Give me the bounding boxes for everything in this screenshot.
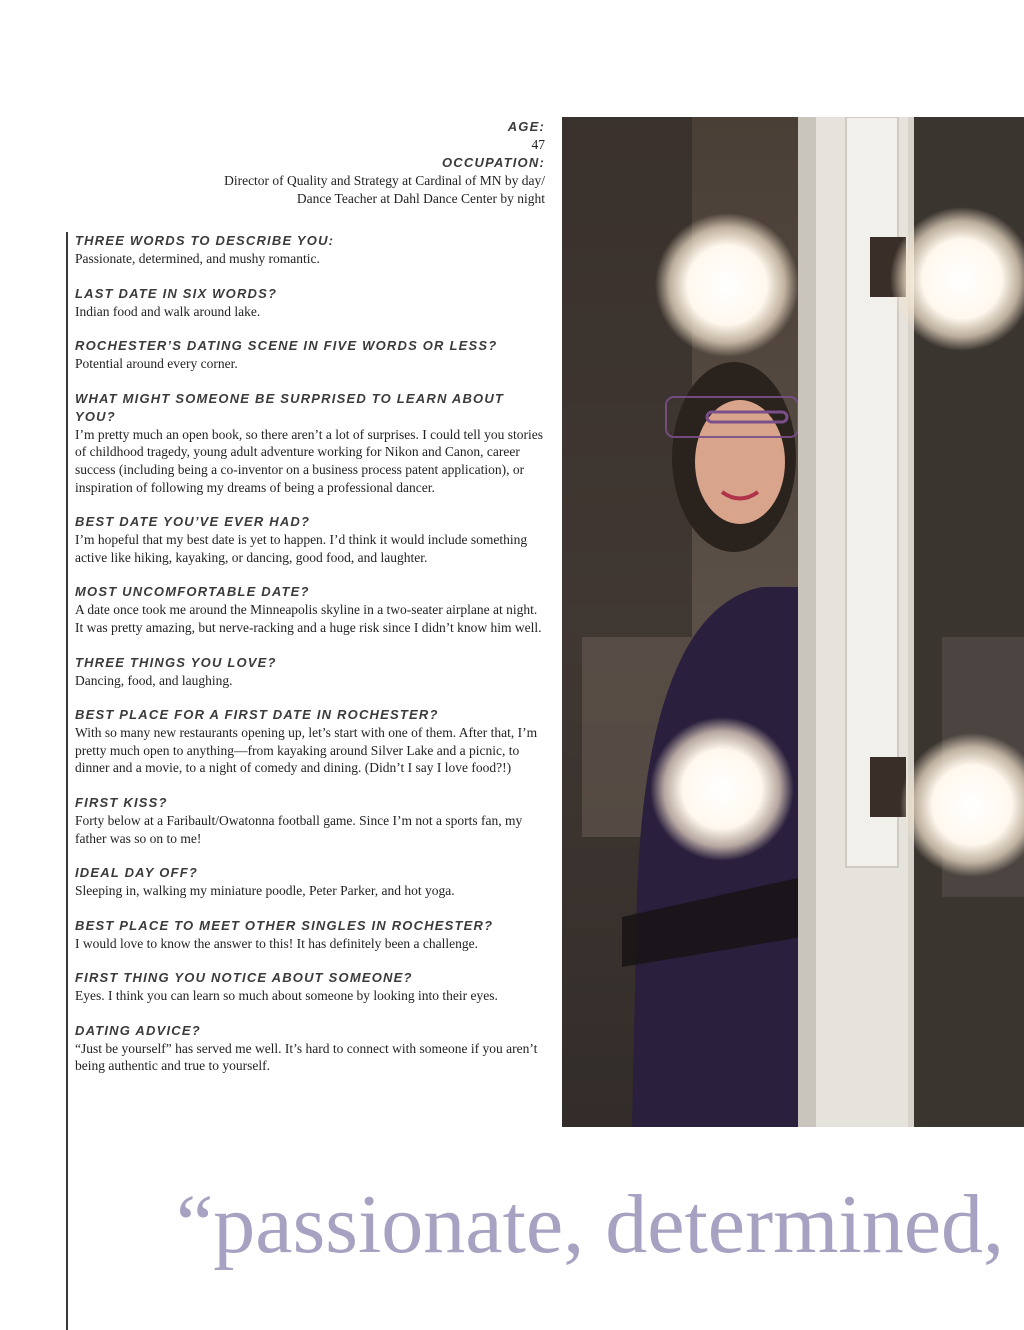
question: MOST UNCOMFORTABLE DATE? xyxy=(75,584,310,600)
answer: Dancing, food, and laughing. xyxy=(75,672,233,688)
qa-item xyxy=(75,917,545,953)
answer: Forty below at a Faribault/Owatonna football game. Since I’m not a sports fan, my father was so on to me! xyxy=(75,812,523,846)
occupation-line-1: Director of Quality and Strategy at Cardinal of MN by day/ xyxy=(224,173,545,188)
question: THREE WORDS TO DESCRIBE YOU: xyxy=(75,233,335,248)
answer: I’m hopeful that my best date is yet to happen. I’d think it would include something active like hiking, kayaking, or dancing, good food, and laughter. xyxy=(75,532,528,565)
question: WHAT MIGHT SOMEONE BE SURPRISED TO LEARN ABOUT YOU? xyxy=(75,390,505,424)
qa-item xyxy=(75,706,545,777)
question: BEST PLACE FOR A FIRST DATE IN ROCHESTER? xyxy=(75,707,439,723)
qa-item xyxy=(75,969,545,1005)
answer: Eyes. I think you can learn so much about someone by looking into their eyes. xyxy=(75,988,498,1004)
question: ROCHESTER’S DATING SCENE IN FIVE WORDS OR LESS? xyxy=(75,338,498,354)
qa-item xyxy=(75,583,545,636)
question: FIRST KISS? xyxy=(75,794,168,810)
question: LAST DATE IN SIX WORDS? xyxy=(75,285,278,301)
answer: With so many new restaurants opening up, let’s start with one of them. After that, I’m pretty much open to anything—from kayaking around Silver Lake and a picnic, to dinner and a movie, to a night of comedy and dining. (Didn’t I say I love food?!) xyxy=(75,725,538,776)
qa-item xyxy=(75,654,545,690)
age-label: AGE: xyxy=(507,119,545,134)
question: BEST DATE YOU’VE EVER HAD? xyxy=(75,514,311,530)
qa-item xyxy=(75,337,545,373)
qa-item xyxy=(75,285,545,321)
question: FIRST THING YOU NOTICE ABOUT SOMEONE? xyxy=(75,970,413,986)
answer: A date once took me around the Minneapolis skyline in a two-seater airplane at night. It was pretty amazing, but nerve-racking and a huge risk since I didn’t know him well. xyxy=(75,602,542,635)
qa-item xyxy=(75,390,545,496)
answer: Sleeping in, walking my miniature poodle, Peter Parker, and hot yoga. xyxy=(75,883,455,899)
qa-item xyxy=(75,794,545,847)
qa-item xyxy=(75,232,545,268)
question: BEST PLACE TO MEET OTHER SINGLES IN ROCHESTER? xyxy=(75,917,494,933)
answer: I’m pretty much an open book, so there aren’t a lot of surprises. I could tell you stories of childhood tragedy, young adult adventure working for Nikon and Canon, career success (including being a co-inventor on a business process patent application), or inspiration of following my dreams of being a professional dancer. xyxy=(75,426,544,495)
left-column-rule xyxy=(66,232,68,1330)
qa-item xyxy=(75,513,545,566)
pull-quote: “passionate, determined, xyxy=(176,1178,1005,1271)
profile-block xyxy=(125,118,545,208)
age-value: 47 xyxy=(531,137,545,152)
question: IDEAL DAY OFF? xyxy=(75,865,198,881)
answer: Passionate, determined, and mushy romantic. xyxy=(75,251,320,266)
questionnaire xyxy=(75,232,545,1092)
answer: Potential around every corner. xyxy=(75,356,238,372)
answer: I would love to know the answer to this! It has definitely been a challenge. xyxy=(75,935,479,951)
question: DATING ADVICE? xyxy=(75,1022,201,1038)
answer: “Just be yourself” has served me well. It’s hard to connect with someone if you aren’t being authentic and true to yourself. xyxy=(75,1040,538,1074)
qa-item xyxy=(75,864,545,900)
occupation-line-2: Dance Teacher at Dahl Dance Center by night xyxy=(296,191,545,206)
portrait-photo xyxy=(562,117,1024,1127)
qa-item xyxy=(75,1022,545,1075)
occupation-label: OCCUPATION: xyxy=(442,155,545,170)
question: THREE THINGS YOU LOVE? xyxy=(75,654,277,670)
answer: Indian food and walk around lake. xyxy=(75,303,261,319)
